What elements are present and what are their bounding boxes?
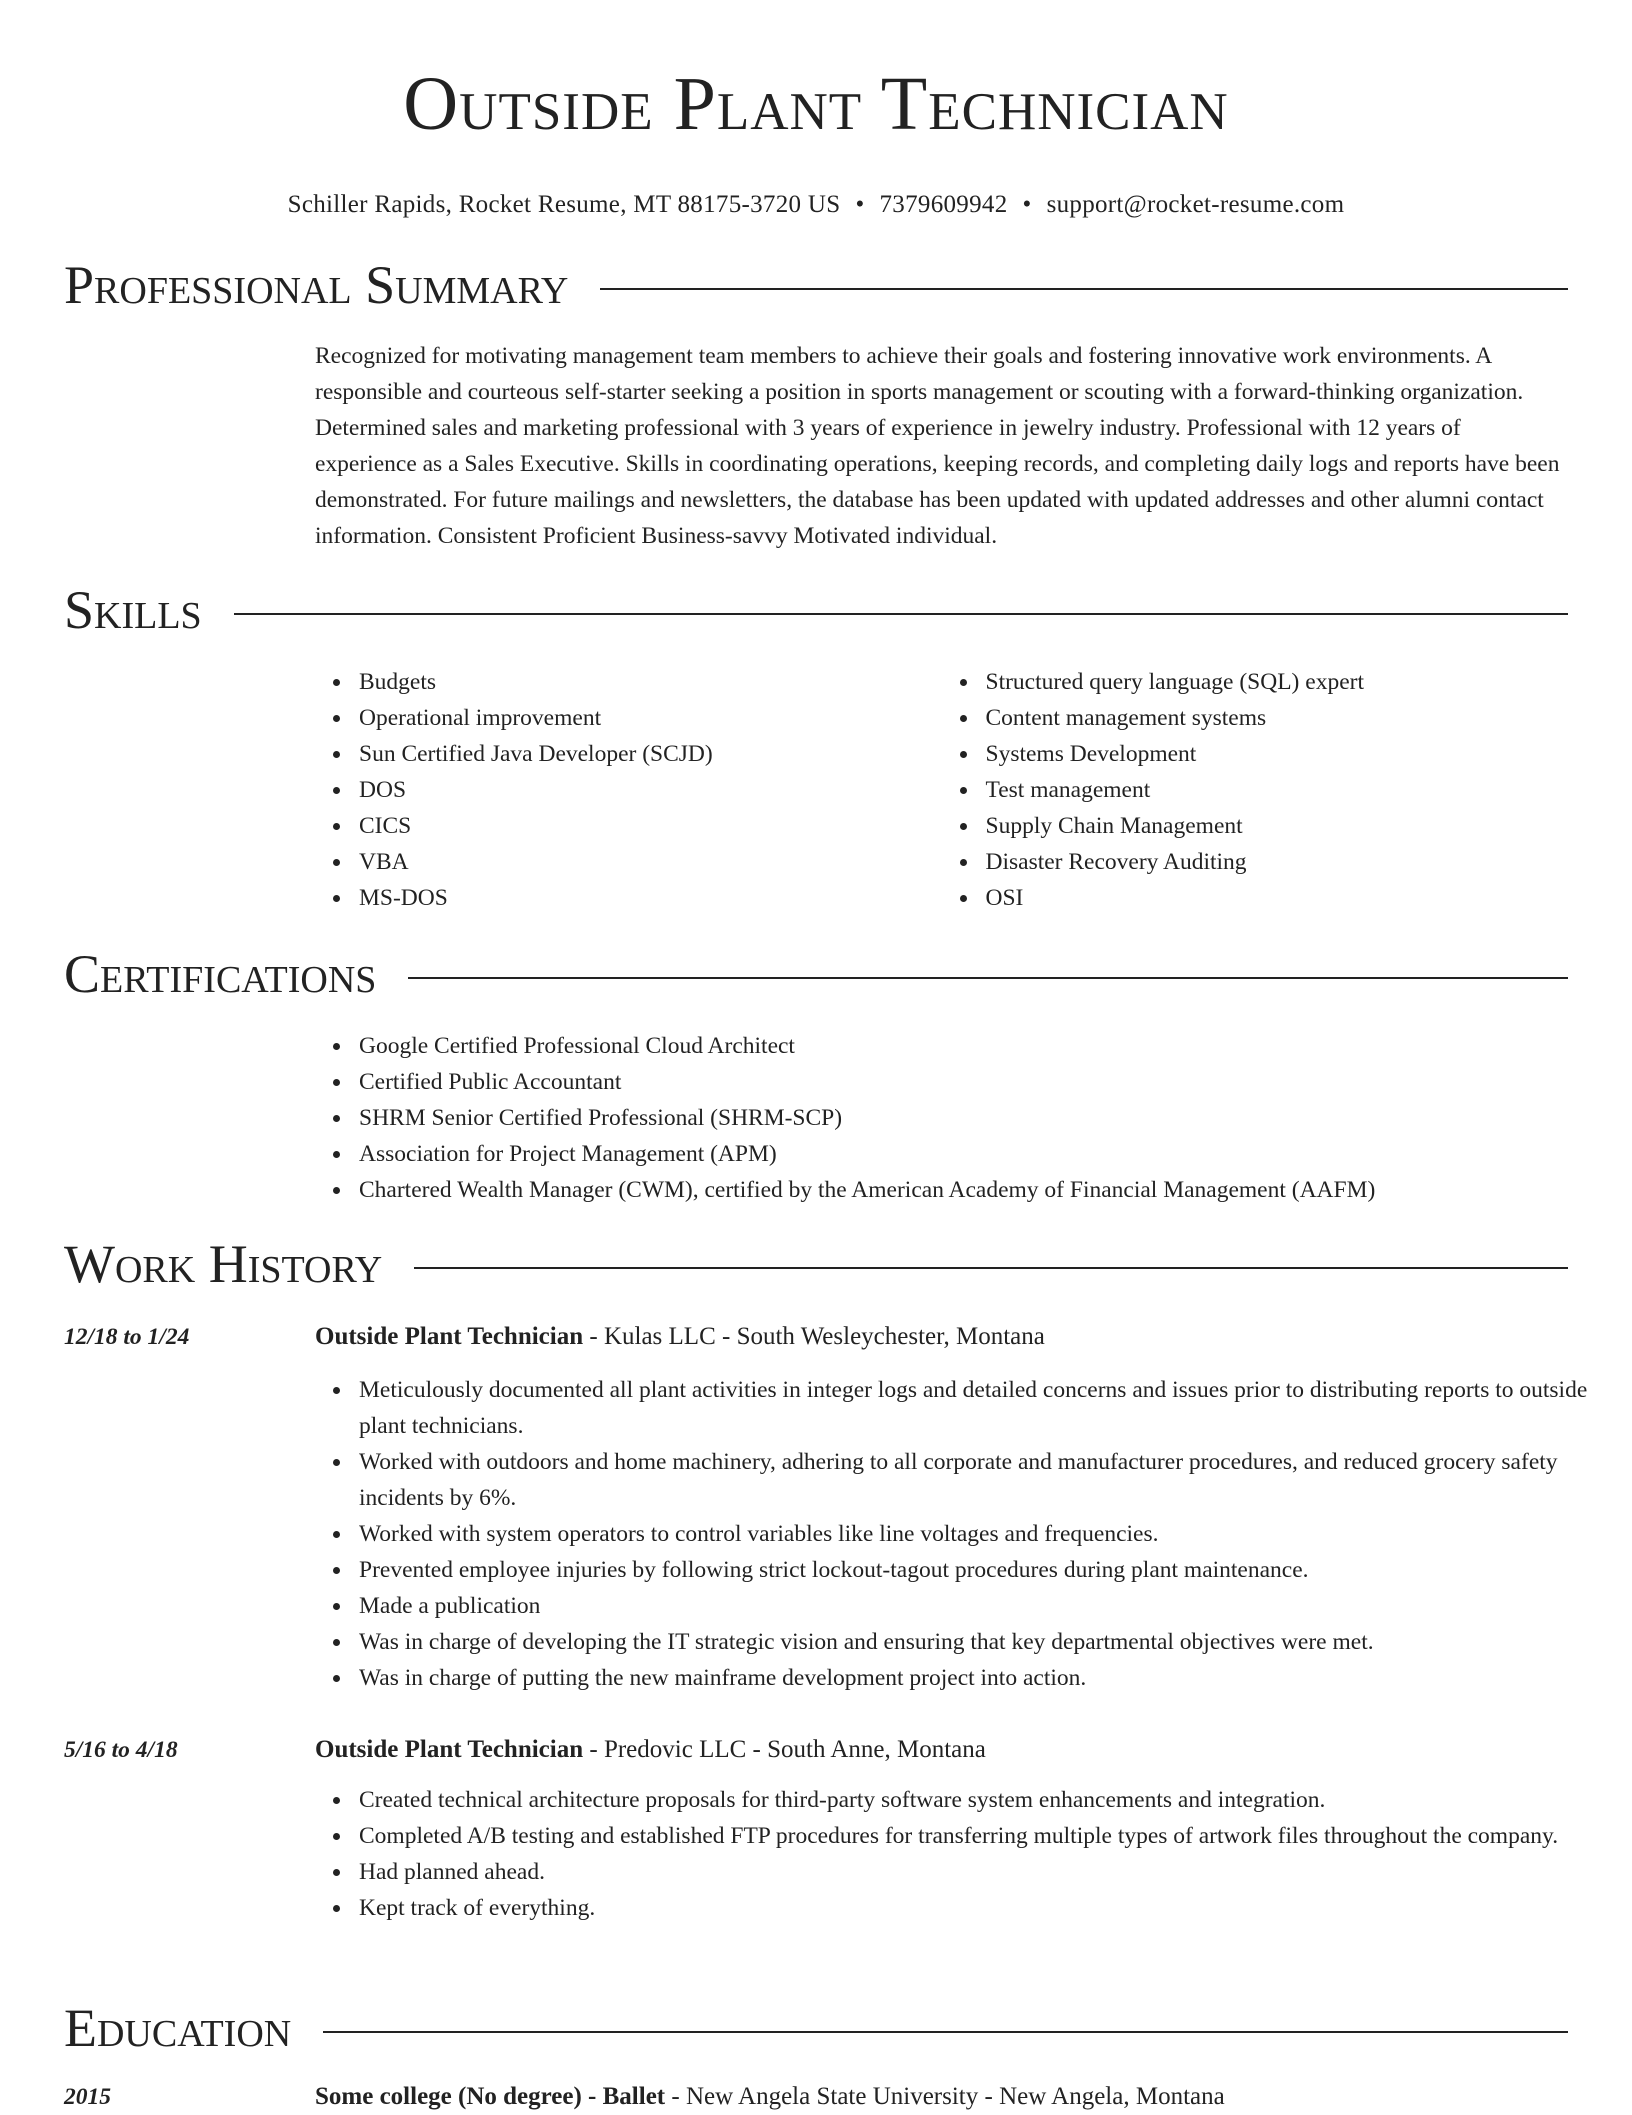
- summary-block: [315, 338, 1568, 554]
- job-employer-location: - Predovic LLC - South Anne, Montana: [583, 1736, 986, 1763]
- skill-item: DOS: [359, 772, 942, 808]
- skill-item: Budgets: [359, 664, 942, 700]
- education-section-header: [64, 1998, 1568, 2058]
- school-location: - New Angela State University - New Angela, Montana: [665, 2083, 1225, 2110]
- contact-separator: •: [855, 191, 865, 218]
- work-bullet: Was in charge of putting the new mainframe development project into action.: [359, 1660, 1612, 1696]
- work-section-header: [64, 1234, 1568, 1294]
- skills-section-title: Skills: [64, 580, 202, 640]
- certifications-block: [315, 1028, 1568, 1208]
- skill-item: Test management: [986, 772, 1569, 808]
- certifications-section-header: [64, 944, 1568, 1004]
- section-divider: [323, 2031, 1568, 2033]
- section-divider: [408, 977, 1568, 979]
- skill-item: VBA: [359, 844, 942, 880]
- certification-item: Association for Project Management (APM): [359, 1136, 1568, 1172]
- job-employer-location: - Kulas LLC - South Wesleychester, Montana: [583, 1323, 1045, 1350]
- contact-separator: •: [1022, 191, 1032, 218]
- work-bullet: Meticulously documented all plant activities in integer logs and detailed concerns and issues prior to distributing reports to outside plant technicians.: [359, 1372, 1612, 1444]
- work-bullet: Kept track of everything.: [359, 1890, 1612, 1926]
- certification-item: Chartered Wealth Manager (CWM), certified by the American Academy of Financial Management (AAFM): [359, 1172, 1568, 1208]
- work-bullets: [315, 1372, 1612, 1696]
- certifications-list: [315, 1028, 1568, 1208]
- skill-item: MS-DOS: [359, 880, 942, 916]
- skill-item: OSI: [986, 880, 1569, 916]
- work-bullet: Completed A/B testing and established FTP procedures for transferring multiple types of artwork files throughout the company.: [359, 1818, 1612, 1854]
- skills-section-header: [64, 580, 1568, 640]
- certifications-section-title: Certifications: [64, 944, 377, 1004]
- work-bullet: Made a publication: [359, 1588, 1612, 1624]
- work-bullet: Had planned ahead.: [359, 1854, 1612, 1890]
- work-bullet: Prevented employee injuries by following strict lockout-tagout procedures during plant maintenance.: [359, 1552, 1612, 1588]
- skills-list-left: [315, 664, 942, 916]
- section-divider: [600, 288, 1568, 290]
- skill-item: Operational improvement: [359, 700, 942, 736]
- resume-page: [64, 0, 1588, 2110]
- work-bullet: Was in charge of developing the IT strategic vision and ensuring that key departmental objectives were met.: [359, 1624, 1612, 1660]
- certification-item: Google Certified Professional Cloud Architect: [359, 1028, 1568, 1064]
- education-heading: [315, 2079, 1225, 2115]
- work-bullet: Worked with outdoors and home machinery, adhering to all corporate and manufacturer procedures, and reduced grocery safety incidents by 6%.: [359, 1444, 1612, 1516]
- work-heading: [315, 1732, 986, 1768]
- skills-list-right: [942, 664, 1569, 916]
- certification-item: Certified Public Accountant: [359, 1064, 1568, 1100]
- skill-item: Structured query language (SQL) expert: [986, 664, 1569, 700]
- skills-block: [315, 664, 1568, 916]
- certification-item: SHRM Senior Certified Professional (SHRM-SCP): [359, 1100, 1568, 1136]
- section-divider: [234, 613, 1568, 615]
- education-date: 2015: [64, 2084, 111, 2110]
- degree: Some college (No degree) - Ballet: [315, 2083, 666, 2110]
- work-section-title: Work History: [64, 1234, 383, 1294]
- contact-email: support@rocket-resume.com: [1046, 191, 1345, 218]
- job-title: Outside Plant Technician: [315, 1323, 584, 1350]
- summary-text: Recognized for motivating management team members to achieve their goals and fostering innovative work environments. A responsible and courteous self-starter seeking a position in sports management or scouting with a forward-thinking organization. Determined sales and marketing professional with 3 years of experience in jewelry industry. Professional with 12 years of experience as a Sales Executive. Skills in coordinating operations, keeping records, and completing daily logs and reports have been demonstrated. For future mailings and newsletters, the database has been updated with updated addresses and other alumni contact information. Consistent Proficient Business-savvy Motivated individual.: [315, 343, 1560, 549]
- skill-item: Sun Certified Java Developer (SCJD): [359, 736, 942, 772]
- summary-section-title: Professional Summary: [64, 255, 569, 315]
- work-bullets: [315, 1782, 1612, 1926]
- summary-section-header: [64, 255, 1568, 315]
- work-bullet: Created technical architecture proposals for third-party software system enhancements and integration.: [359, 1782, 1612, 1818]
- work-date: 12/18 to 1/24: [64, 1324, 190, 1350]
- skill-item: Systems Development: [986, 736, 1569, 772]
- work-date: 5/16 to 4/18: [64, 1737, 178, 1763]
- skill-item: Supply Chain Management: [986, 808, 1569, 844]
- work-heading: [315, 1319, 1045, 1355]
- contact-address: Schiller Rapids, Rocket Resume, MT 88175-3720 US: [287, 191, 841, 218]
- contact-phone: 7379609942: [879, 191, 1008, 218]
- job-title: Outside Plant Technician: [315, 1736, 584, 1763]
- candidate-name: Outside Plant Technician: [403, 62, 1229, 146]
- skill-item: CICS: [359, 808, 942, 844]
- work-bullet: Worked with system operators to control variables like line voltages and frequencies.: [359, 1516, 1612, 1552]
- education-section-title: Education: [64, 1998, 292, 2058]
- section-divider: [414, 1267, 1568, 1269]
- skill-item: Disaster Recovery Auditing: [986, 844, 1569, 880]
- contact-line: [64, 190, 1568, 220]
- skill-item: Content management systems: [986, 700, 1569, 736]
